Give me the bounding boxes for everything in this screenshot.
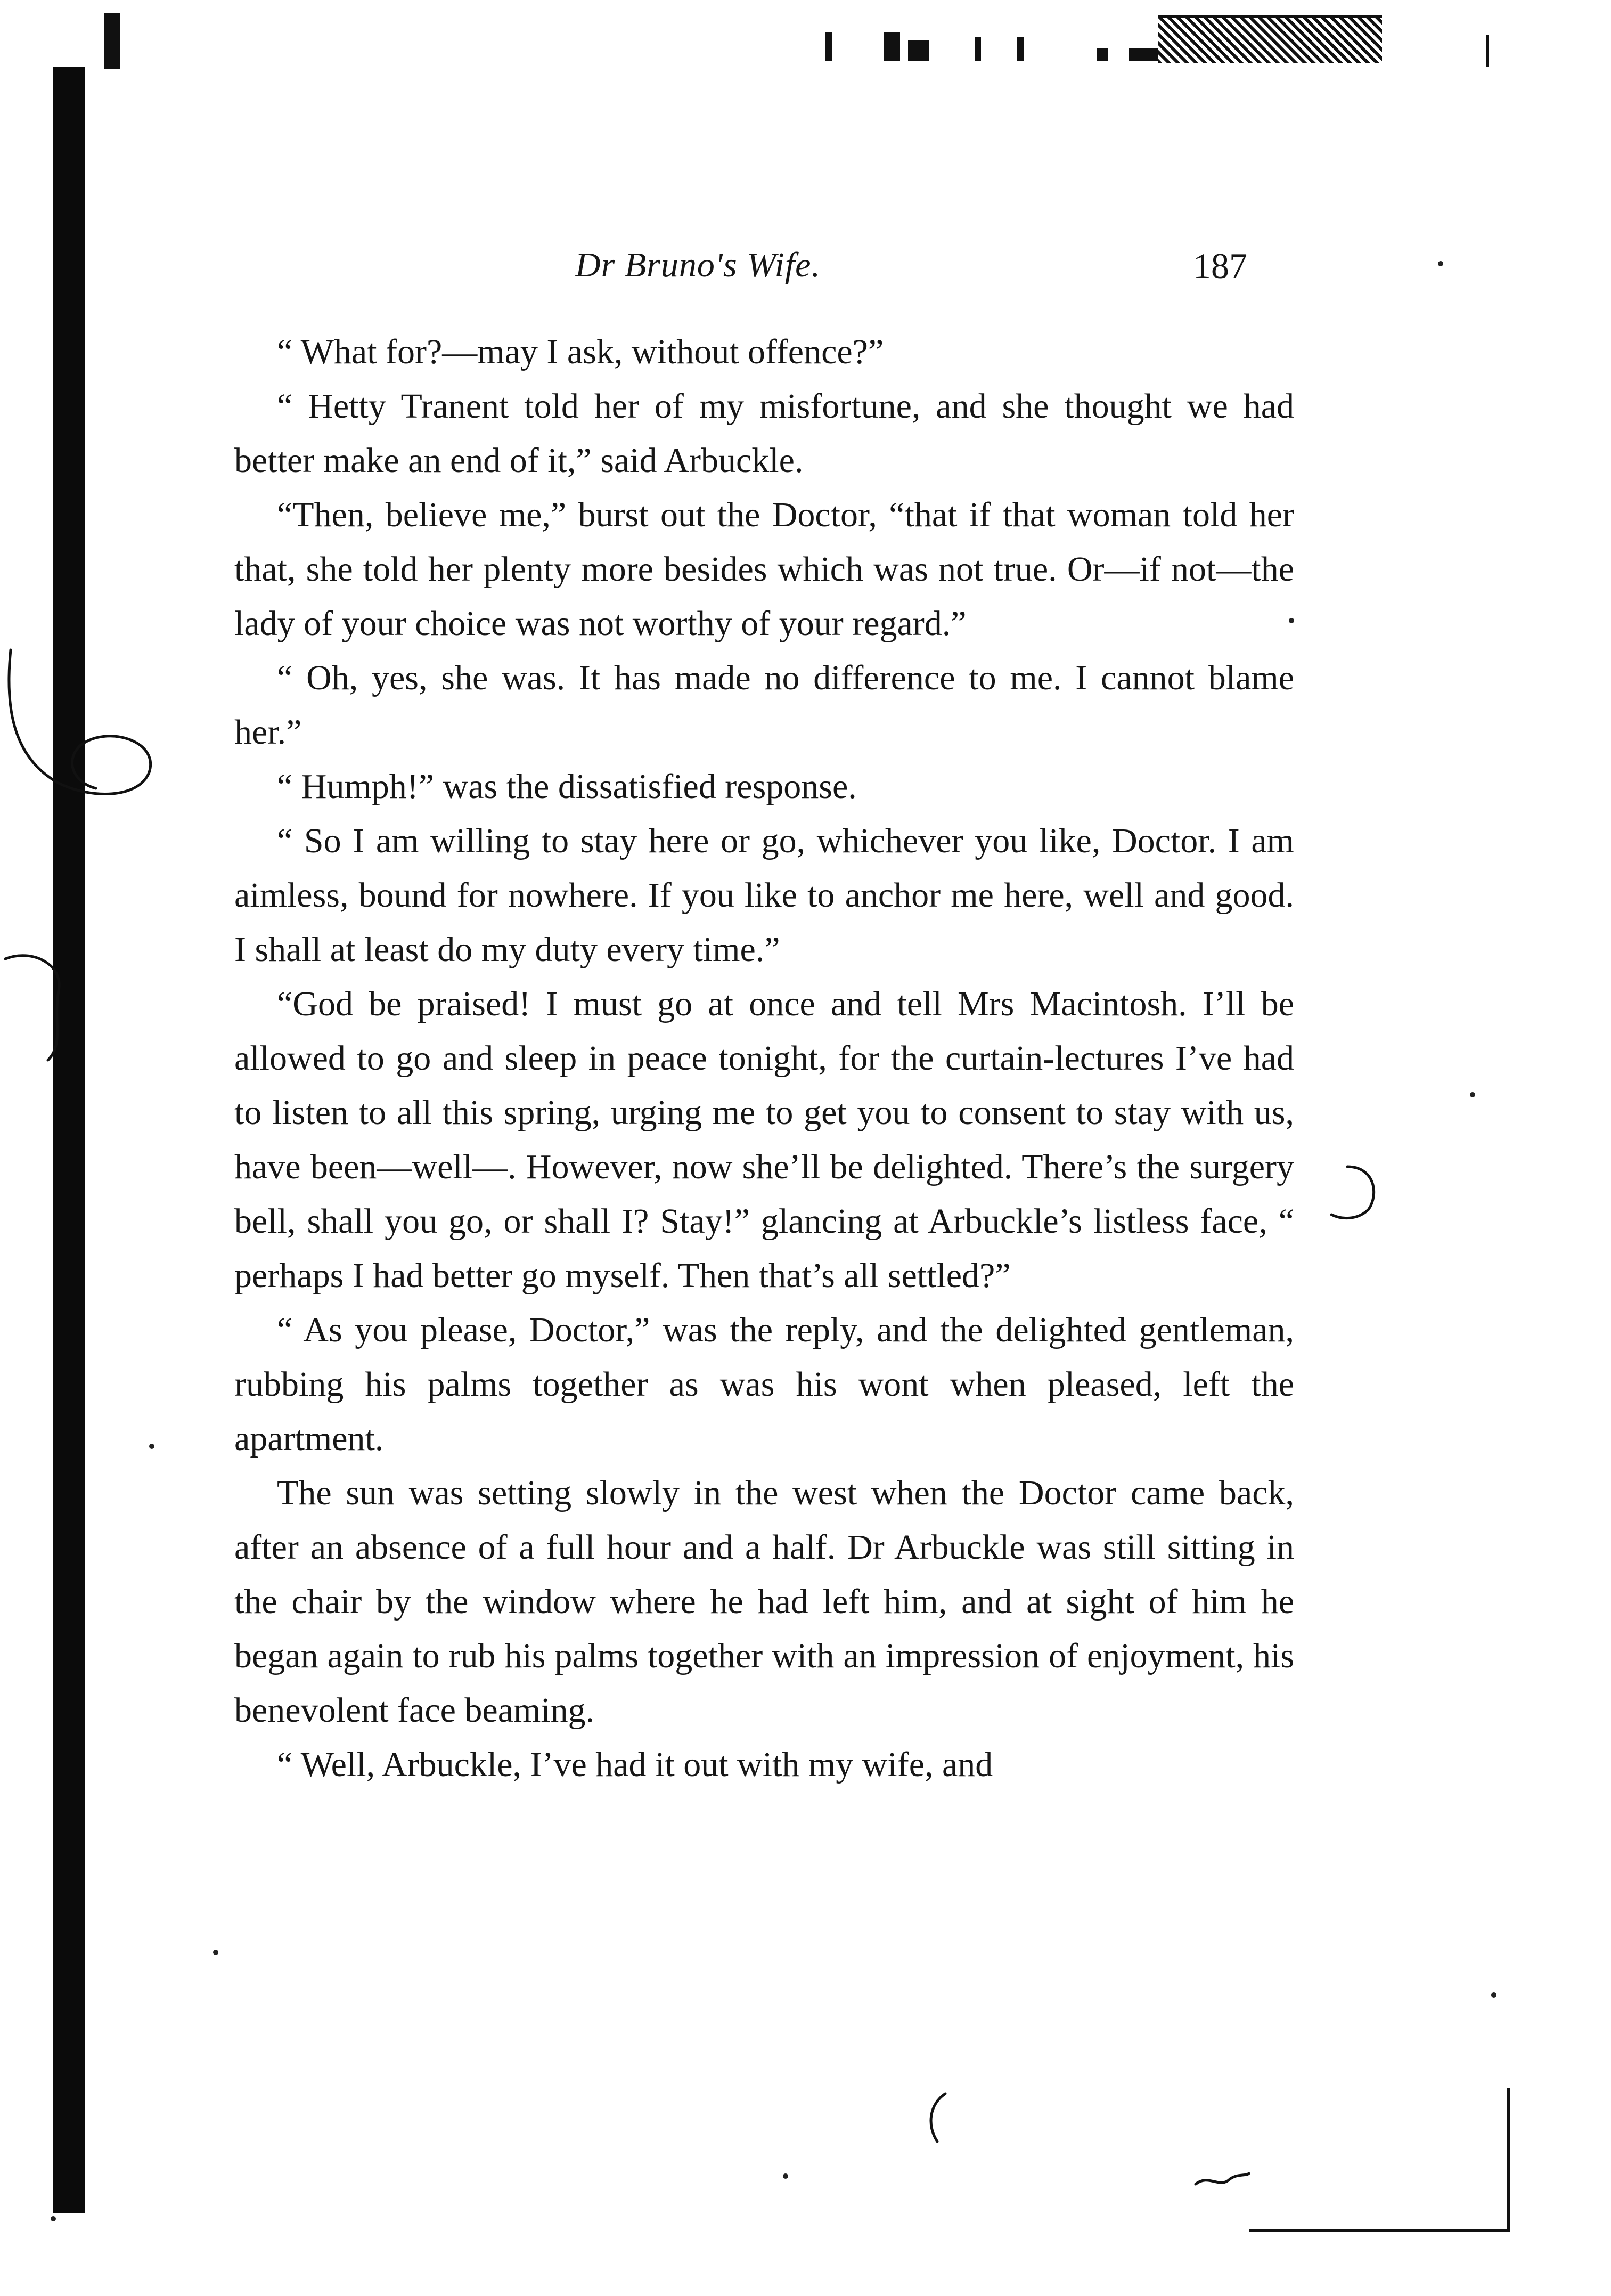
bottom-rule [1249, 2229, 1510, 2232]
margin-scribble-bottom-right [1193, 2163, 1252, 2195]
speck [783, 2173, 788, 2179]
paragraph: “ What for?—may I ask, without offence?” [277, 332, 884, 371]
margin-scribble-left-lower [0, 948, 80, 1065]
paragraph: The sun was setting slowly in the west when the Doctor came back, after an absence of a full hour and a half. Dr Arbuckle was still sitting in the chair by the window where he had left him, and at sight of him he began again to rub his palms together with an impression of enjoyment, his benevolent face beaming. [234, 1473, 1294, 1730]
binding-mark-top [104, 13, 120, 69]
running-head: Dr Bruno's Wife. [575, 246, 821, 284]
paragraph: “God be praised! I must go at once and tell Mrs Macintosh. I’ll be allowed to go and sleep in peace tonight, for the curtain-lectures I’ve had to listen to all this spring, urging me to get you to consent to stay with us, have been—well—. However, now she’ll be delighted. There’s the surgery bell, shall you go, or shall I? Stay!” glancing at Arbuckle’s listless face, “ perhaps I had better go myself. Then that’s all settled?” [234, 984, 1294, 1295]
right-rule [1507, 2088, 1510, 2232]
speck [1470, 1092, 1475, 1097]
margin-scribble-right [1326, 1161, 1390, 1225]
speck [51, 2216, 56, 2221]
paragraph: “Then, believe me,” burst out the Doctor, “that if that woman told her that, she told her plenty more besides which was not true. Or—if not—the lady of your choice was not worthy of your regard.” [234, 495, 1294, 643]
scan-edge-pattern [1158, 15, 1382, 63]
paragraph: “ Humph!” was the dissatisfied response. [277, 767, 857, 806]
speck [1438, 261, 1443, 266]
margin-scribble-bottom [921, 2088, 953, 2147]
page-number: 187 [1193, 246, 1247, 286]
speck [1289, 618, 1294, 623]
speck [149, 1444, 154, 1449]
paragraph: “ Oh, yes, she was. It has made no difference to me. I cannot blame her.” [234, 658, 1294, 752]
speck [1491, 1992, 1496, 1998]
paragraph: “ Hetty Tranent told her of my misfortune, and she thought we had better make an end of it,” said Arbuckle. [234, 387, 1294, 480]
text-body [234, 325, 1294, 1792]
paragraph: “ So I am willing to stay here or go, whichever you like, Doctor. I am aimless, bound for nowhere. If you like to anchor me here, well and good. I shall at least do my duty every time.” [234, 821, 1294, 969]
speck [213, 1950, 218, 1955]
binding-spine [53, 67, 85, 2213]
margin-scribble-left-upper [0, 639, 170, 820]
paragraph: “ As you please, Doctor,” was the reply, and the delighted gentleman, rubbing his palms together as was his wont when pleased, left the apartment. [234, 1310, 1294, 1458]
paragraph: “ Well, Arbuckle, I’ve had it out with my wife, and [277, 1745, 993, 1784]
